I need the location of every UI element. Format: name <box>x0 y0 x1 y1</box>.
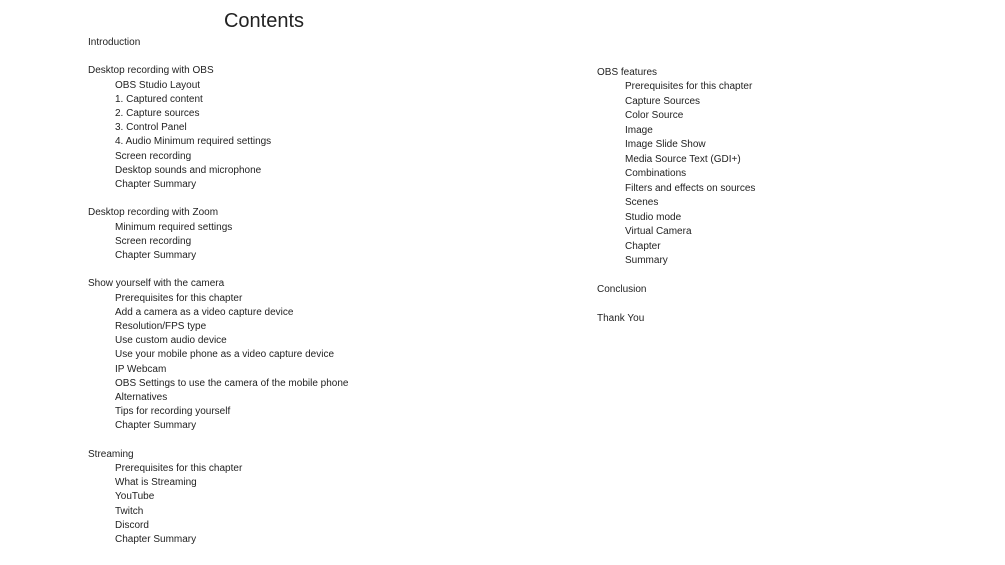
toc-entry: Prerequisites for this chapter <box>115 292 243 304</box>
toc-entry: 2. Capture sources <box>115 108 200 119</box>
toc-entry: Alternatives <box>115 392 168 404</box>
toc-entry: Screen recording <box>115 150 192 162</box>
toc-entry: Capture Sources <box>625 95 701 107</box>
toc-entry: Use custom audio device <box>115 335 227 347</box>
toc-section-conclusion <box>597 283 755 297</box>
toc-section-thank-you <box>597 312 755 326</box>
toc-section-introduction <box>88 36 348 50</box>
toc-entry: 3. Control Panel <box>115 122 187 134</box>
toc-entry: Image Slide Show <box>625 139 706 151</box>
toc-section-obs-features <box>597 66 755 269</box>
toc-entry: Chapter Summary <box>115 420 197 432</box>
toc-entry: Chapter <box>625 240 661 252</box>
toc-entry: Studio mode <box>625 211 682 223</box>
toc-section-title: Desktop recording with Zoom <box>88 207 219 219</box>
toc-entry: OBS Studio Layout <box>115 79 201 91</box>
toc-entry: Twitch <box>115 505 144 517</box>
toc-section-title: Streaming <box>88 448 134 460</box>
page-title: Contents <box>223 10 305 32</box>
toc-entry: Chapter Summary <box>115 179 197 191</box>
toc-entry: YouTube <box>115 491 155 503</box>
toc-entry: Chapter Summary <box>115 534 197 546</box>
toc-entry: OBS Settings to use the camera of the mobile phone <box>115 377 349 389</box>
toc-entry: Virtual Camera <box>625 226 692 238</box>
toc-entry: Color Source <box>625 110 684 122</box>
toc-section-title: Introduction <box>88 37 141 48</box>
toc-entry: IP Webcam <box>115 363 167 375</box>
toc-entry: Resolution/FPS type <box>115 321 207 333</box>
toc-entry: 1. Captured content <box>115 93 203 105</box>
toc-section-desktop-recording-with-zoom <box>88 206 348 263</box>
toc-entry: Use your mobile phone as a video capture device <box>115 349 335 361</box>
toc-entry: Scenes <box>625 197 659 209</box>
toc-section-title: OBS features <box>597 67 658 78</box>
toc-section-title: Thank You <box>597 312 645 324</box>
toc-entry: Screen recording <box>115 235 192 247</box>
toc-entry: Image <box>625 124 653 136</box>
toc-entry: Prerequisites for this chapter <box>115 463 243 475</box>
toc-entry: Desktop sounds and microphone <box>115 164 262 176</box>
toc-entry: Chapter Summary <box>115 250 197 262</box>
toc-entry: Filters and effects on sources <box>625 182 756 194</box>
toc-entry: Tips for recording yourself <box>115 406 231 418</box>
toc-entry: 4. Audio Minimum required settings <box>115 136 272 148</box>
toc-section-show-yourself-with-the-camera <box>88 277 348 433</box>
toc-section-streaming <box>88 448 348 547</box>
toc-section-desktop-recording-with-obs <box>88 64 348 192</box>
toc-entry: Summary <box>625 255 668 267</box>
toc-entry: Combinations <box>625 168 687 180</box>
toc-entry: Add a camera as a video capture device <box>115 306 294 318</box>
toc-section-title: Desktop recording with OBS <box>88 65 214 77</box>
toc-entry: Prerequisites for this chapter <box>625 81 753 93</box>
toc-entry: Media Source Text (GDI+) <box>625 153 741 165</box>
toc-section-title: Show yourself with the camera <box>88 278 225 290</box>
toc-left-column <box>88 36 348 561</box>
toc-section-title: Conclusion <box>597 284 647 296</box>
toc-entry: Discord <box>115 519 149 531</box>
toc-entry: What is Streaming <box>115 477 197 489</box>
toc-entry: Minimum required settings <box>115 221 233 233</box>
toc-right-column <box>597 66 755 341</box>
